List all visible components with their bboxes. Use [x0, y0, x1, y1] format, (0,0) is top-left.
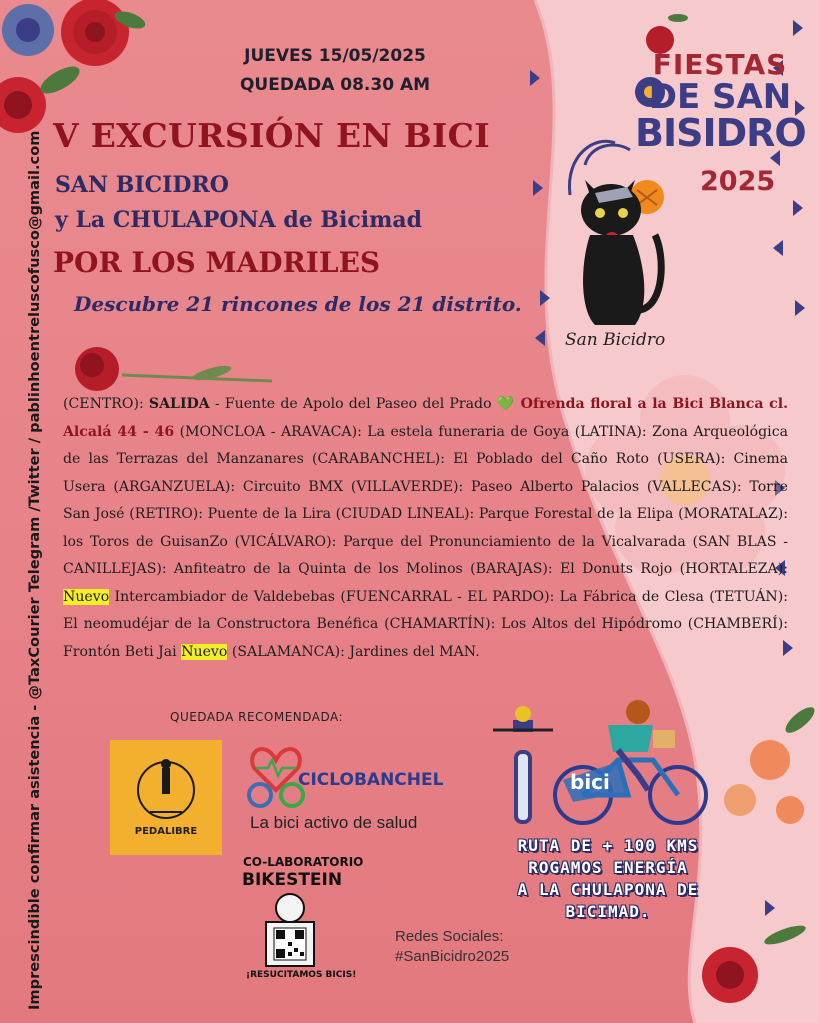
route-part-4: Intercambiador de Valdebebas (FUENCARRAL - EL PARDO): La Fábrica de Clesa (TETUÁN): El neomudéjar de la Constructora Benéfica (CHAMARTÍN): Los Altos del Hipódromo (CHAMBERÍ): Frontón Beti Jai [63, 588, 788, 660]
pedalibre-name: PEDALIBRE [134, 826, 198, 837]
bicimad-bike-icon [488, 690, 718, 830]
date-line: JUEVES 15/05/2025 [244, 46, 426, 66]
festival-year: 2025 [700, 166, 776, 197]
route-note-line2: ROGAMOS ENERGÍA [528, 858, 688, 877]
mascot-caption: San Bicidro [565, 330, 666, 350]
title-madriles: POR LOS MADRILES [53, 246, 381, 279]
route-part-5: (SALAMANCA): Jardines del MAN. [227, 643, 480, 660]
route-salida: SALIDA [148, 396, 210, 412]
main-title: V EXCURSIÓN EN BICI [53, 116, 490, 155]
festival-line3: BISIDRO [635, 111, 806, 155]
festival-line2: DE SAN [648, 77, 792, 117]
ciclobanchel-tagline: La bici activo de salud [250, 813, 418, 832]
route-part-2: - Fuente de Apolo del Paseo del Prado [209, 396, 497, 412]
route-note-line1: RUTA DE + 100 KMS [517, 836, 699, 855]
bicimad-label: bici [570, 770, 610, 794]
contact-vertical-text: Imprescindible confirmar asistencia - @TaxCourier Telegram /Twitter / pablinhoentreluscofusco@gmail.com [26, 130, 43, 1010]
cat-mascot-icon [555, 135, 675, 330]
bikestein-top: CO-LABORATORIO [243, 855, 364, 869]
time-line: QUEDADA 08.30 AM [239, 75, 431, 95]
subtitle: Descubre 21 rincones de los 21 distrito. [74, 292, 522, 316]
event-date [200, 42, 470, 100]
new-badge-valdebebas: Nuevo [63, 588, 110, 605]
social-networks [395, 927, 509, 967]
route-part-3: (MONCLOA - ARAVACA): La estela funeraria de Goya (LATINA): Zona Arqueológica de las Terrazas del Manzanares (CARABANCHEL): El Poblado del Caño Roto (USERA): Cinema Usera (ARGANZUELA): Circuito BMX (VILLAVERDE): Paseo Alberto Palacios (VALLECAS): Torre San José (RETIRO): Puente de la Lira (CIUDAD LINEAL): Parque Forestal de la Elipa (MORATALAZ): los Toros de GuisanZo (VICÁLVARO): Parque del Pronunciamiento de la Vicalvarada (SAN BLAS - CANILLEJAS): Anfiteatro de la Quinta de los Molinos (BARAJAS): El Donuts Rojo (HORTALEZA): [63, 423, 788, 577]
new-badge-betijai: Nuevo [181, 643, 228, 660]
route-ofrenda: Ofrenda floral a la Bici Blanca cl. Alcalá 44 - 46 [63, 396, 788, 440]
bikestein-qr-icon [248, 892, 333, 970]
bikestein-name: BIKESTEIN [242, 870, 343, 890]
social-hashtag: #SanBicidro2025 [395, 948, 510, 965]
bikestein-tagline: ¡RESUCITAMOS BICIS! [246, 970, 357, 980]
green-heart-icon: 💚 [496, 396, 516, 412]
ciclobanchel-logo-icon [246, 740, 306, 810]
festival-line1: FIESTAS [652, 48, 788, 81]
route-part-1: (CENTRO): [63, 396, 149, 412]
ciclobanchel-name: CICLOBANCHEL [298, 770, 444, 790]
title-chulapona: y La CHULAPONA de Bicimad [55, 207, 423, 233]
route-note-line4: BICIMAD. [565, 902, 651, 921]
title-san-bicidro: SAN BICIDRO [55, 172, 229, 198]
pedalibre-logo [110, 740, 222, 855]
route-description [63, 391, 788, 666]
carnation-icon [62, 345, 277, 395]
recommended-label: QUEDADA RECOMENDADA: [170, 710, 344, 724]
cyclist-icon [110, 740, 222, 830]
social-label: Redes Sociales: [395, 928, 504, 945]
flower-decoration-bottom-right [690, 690, 819, 1023]
route-note-line3: A LA CHULAPONA DE [517, 880, 699, 899]
